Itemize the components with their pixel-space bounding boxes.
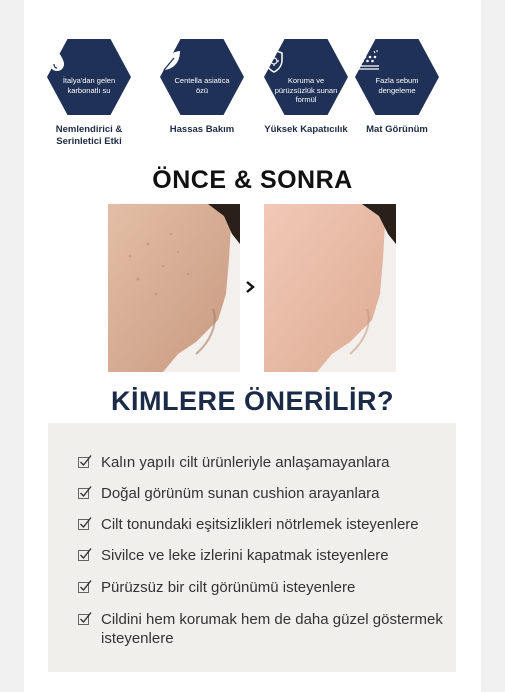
feature-badge xyxy=(354,38,440,116)
feature-badge xyxy=(263,38,349,116)
checkbox-check-icon xyxy=(78,454,92,468)
list-item xyxy=(78,453,446,472)
before-photo xyxy=(108,204,240,372)
chevron-right-icon xyxy=(242,279,258,295)
sebum-dots-icon xyxy=(354,48,440,74)
who-title: KİMLERE ÖNERİLİR? xyxy=(111,386,394,416)
before-after-title: ÖNCE & SONRA xyxy=(152,166,353,194)
checkbox-check-icon xyxy=(78,579,92,593)
list-item xyxy=(78,610,446,648)
badge-text: İtalya'dan gelen karbonatlı su xyxy=(62,76,116,95)
feature-badges xyxy=(24,38,481,158)
leaf-icon xyxy=(159,48,245,74)
feature-matte xyxy=(349,38,445,136)
checkbox-check-icon xyxy=(78,485,92,499)
checkbox-check-icon xyxy=(78,547,92,561)
list-item xyxy=(78,546,446,565)
feature-label: Nemlendirici & Serinletici Etki xyxy=(55,124,123,147)
list-item xyxy=(78,515,446,534)
list-item xyxy=(78,578,446,597)
feature-sensitive-care xyxy=(154,38,250,136)
item-text: Kalın yapılı cilt ürünleriyle anlaşamayanlara xyxy=(101,454,390,471)
item-text: Pürüzsüz bir cilt görünümü isteyenlere xyxy=(101,579,356,596)
feature-label: Yüksek Kapatıcılık xyxy=(264,124,348,135)
item-text: Cilt tonundaki eşitsizlikleri nötrlemek isteyenlere xyxy=(101,516,419,533)
item-text: Doğal görünüm sunan cushion arayanlara xyxy=(101,485,380,502)
feature-badge xyxy=(159,38,245,116)
checkbox-check-icon xyxy=(78,611,92,625)
feature-label: Mat Görünüm xyxy=(366,124,428,135)
product-detail-sheet xyxy=(24,0,481,692)
water-drop-icon xyxy=(46,48,132,74)
after-photo xyxy=(264,204,396,372)
feature-label: Hassas Bakım xyxy=(169,124,235,135)
badge-text: Koruma ve pürüzsüzlük sunan formül xyxy=(274,76,338,104)
checkbox-check-icon xyxy=(78,516,92,530)
item-text: Cildini hem korumak hem de daha güzel göstermek isteyenlere xyxy=(101,611,443,647)
recommendation-list xyxy=(48,423,456,672)
badge-text: Fazla sebum dengeleme xyxy=(375,76,419,95)
badge-text: Centella asiatica özü xyxy=(174,76,230,95)
feature-high-coverage xyxy=(258,38,354,136)
list-item xyxy=(78,484,446,503)
item-text: Sivilce ve leke izlerini kapatmak isteyenlere xyxy=(101,547,389,564)
shield-icon xyxy=(263,48,349,74)
feature-hydrating xyxy=(41,38,137,148)
feature-badge xyxy=(46,38,132,116)
